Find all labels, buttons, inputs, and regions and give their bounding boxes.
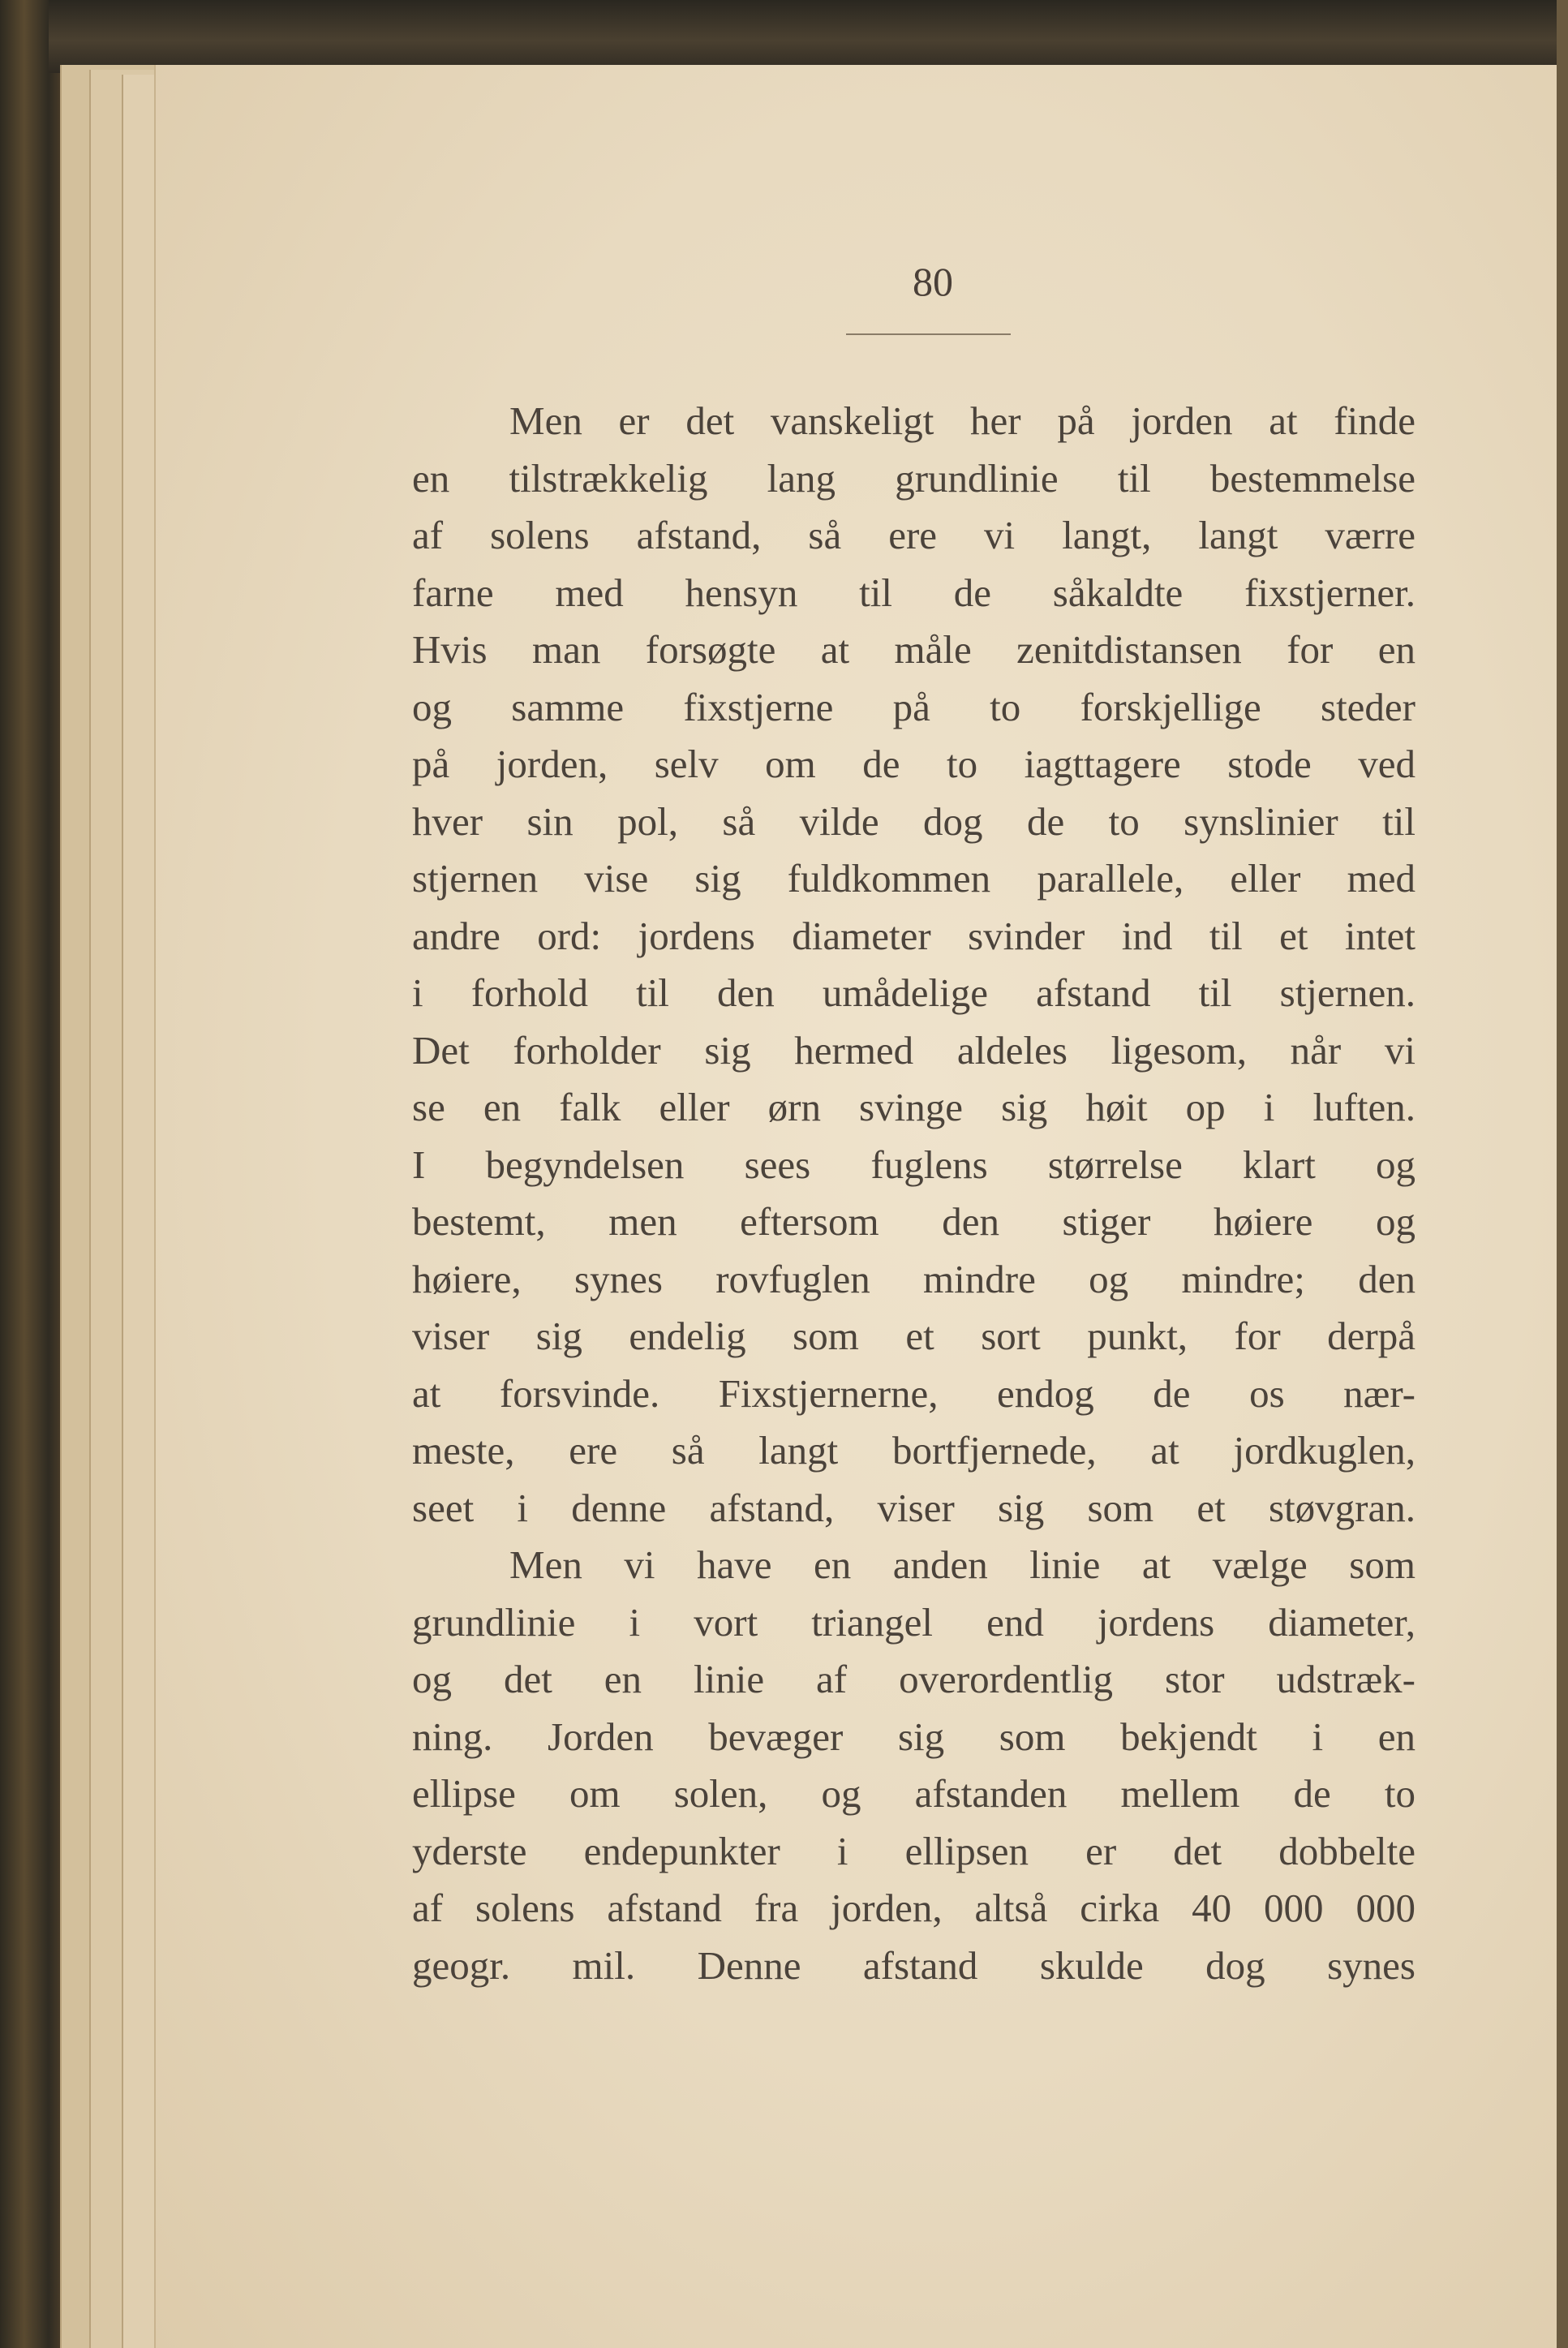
header-rule [846, 333, 1011, 335]
text-line: og det en linie af overordentlig stor udstræk- [412, 1657, 1415, 1701]
text-line: en tilstrækkelig lang grundlinie til bestemmelse [412, 455, 1415, 501]
text-line: på jorden, selv om de to iagttagere stode ved [412, 742, 1415, 786]
text-line: grundlinie i vort triangel end jordens diameter, [412, 1599, 1415, 1645]
page-number: 80 [913, 259, 953, 304]
book-cover-top [49, 0, 1568, 73]
text-line: ellipse om solen, og afstanden mellem de to [412, 1771, 1415, 1816]
text-line: og samme fixstjerne på to forskjellige steder [412, 684, 1415, 729]
text-line: af solens afstand, så ere vi langt, langt værre [412, 513, 1415, 557]
text-line: høiere, synes rovfuglen mindre og mindre; den [412, 1256, 1415, 1301]
text-line: bestemt, men eftersom den stiger høiere og [412, 1199, 1415, 1244]
text-line: viser sig endelig som et sort punkt, for derpå [412, 1314, 1415, 1358]
text-line: Hvis man forsøgte at måle zenitdistansen for en [412, 627, 1415, 672]
text-line: hver sin pol, så vilde dog de to synslinier til [412, 798, 1415, 844]
text-line: se en falk eller ørn svinge sig høit op i luften. [412, 1085, 1415, 1129]
text-line: at forsvinde. Fixstjernerne, endog de os nær- [412, 1370, 1415, 1416]
text-line: i forhold til den umådelige afstand til stjernen. [412, 970, 1415, 1015]
text-line: meste, ere så langt bortfjernede, at jordkuglen, [412, 1428, 1415, 1473]
text-line: ning. Jorden bevæger sig som bekjendt i en [412, 1714, 1415, 1759]
text-line: Men er det vanskeligt her på jorden at finde [509, 398, 1415, 443]
text-line: seet i denne afstand, viser sig som et støvgran. [412, 1485, 1415, 1530]
text-line: Men vi have en anden linie at vælge som [509, 1542, 1415, 1587]
text-line: af solens afstand fra jorden, altså cirka 40 000 000 [412, 1886, 1415, 1930]
text-line: farne med hensyn til de såkaldte fixstjerner. [412, 570, 1415, 615]
body-text [412, 393, 1415, 1994]
text-line: I begyndelsen sees fuglens størrelse klart og [412, 1142, 1415, 1187]
scan-edge [1557, 0, 1568, 2348]
text-line: stjernen vise sig fuldkommen parallele, eller med [412, 856, 1415, 901]
text-line: Det forholder sig hermed aldeles ligesom, når vi [412, 1027, 1415, 1073]
text-line: yderste endepunkter i ellipsen er det dobbelte [412, 1828, 1415, 1873]
text-line: geogr. mil. Denne afstand skulde dog synes [412, 1942, 1415, 1988]
text-line: andre ord: jordens diameter svinder ind til et intet [412, 913, 1415, 958]
